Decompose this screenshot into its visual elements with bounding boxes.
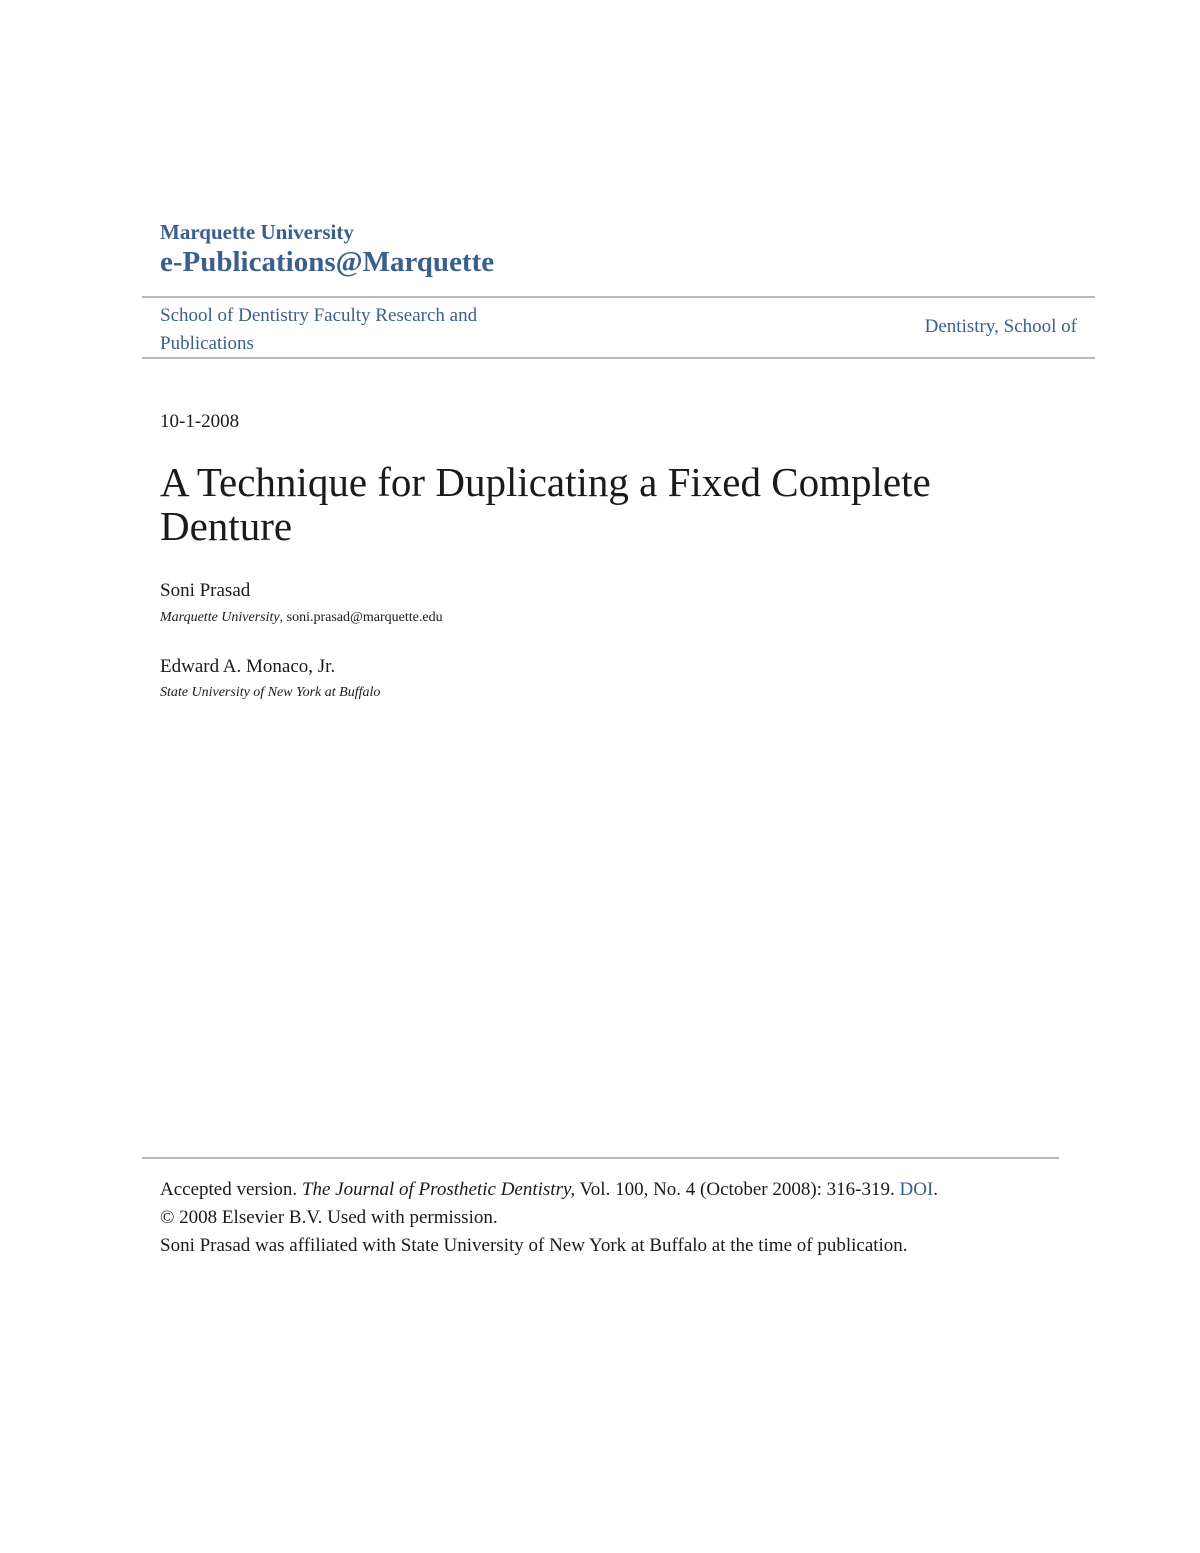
affiliation-note: Soni Prasad was affiliated with State University of New York at Buffalo at the time of publication. xyxy=(160,1235,908,1256)
journal-name: The Journal of Prosthetic Dentistry, xyxy=(301,1179,576,1200)
department-link[interactable]: Dentistry, School of xyxy=(924,316,1077,337)
top-divider xyxy=(142,296,1095,298)
citation-prefix: Accepted version. xyxy=(160,1179,302,1200)
affiliation-separator: , xyxy=(279,610,287,625)
affiliation-institution-1: Marquette University xyxy=(160,610,280,625)
citation-block xyxy=(160,1176,1060,1260)
doi-link[interactable]: DOI xyxy=(899,1179,934,1200)
author-email-link[interactable]: soni.prasad@marquette.edu xyxy=(286,610,443,625)
bottom-divider xyxy=(142,1157,1059,1159)
citation-details: Vol. 100, No. 4 (October 2008): 316-319. xyxy=(575,1179,900,1200)
publication-date: 10-1-2008 xyxy=(160,411,240,432)
author-affiliation-2: State University of New York at Buffalo xyxy=(160,685,381,700)
middle-divider xyxy=(142,357,1095,359)
series-link[interactable] xyxy=(160,302,580,358)
repository-link[interactable]: e-Publications@Marquette xyxy=(160,246,495,278)
series-label-line1: School of Dentistry Faculty Research and xyxy=(160,305,478,326)
author-name-1: Soni Prasad xyxy=(160,580,251,601)
author-affiliation-1 xyxy=(160,610,443,626)
series-label-line2: Publications xyxy=(160,333,254,354)
author-name-2: Edward A. Monaco, Jr. xyxy=(160,656,336,677)
citation-period: . xyxy=(933,1179,939,1200)
copyright-line: © 2008 Elsevier B.V. Used with permission. xyxy=(160,1207,498,1228)
citation-line xyxy=(160,1176,1060,1204)
university-name: Marquette University xyxy=(160,220,354,244)
article-title: A Technique for Duplicating a Fixed Complete Denture xyxy=(160,459,931,549)
